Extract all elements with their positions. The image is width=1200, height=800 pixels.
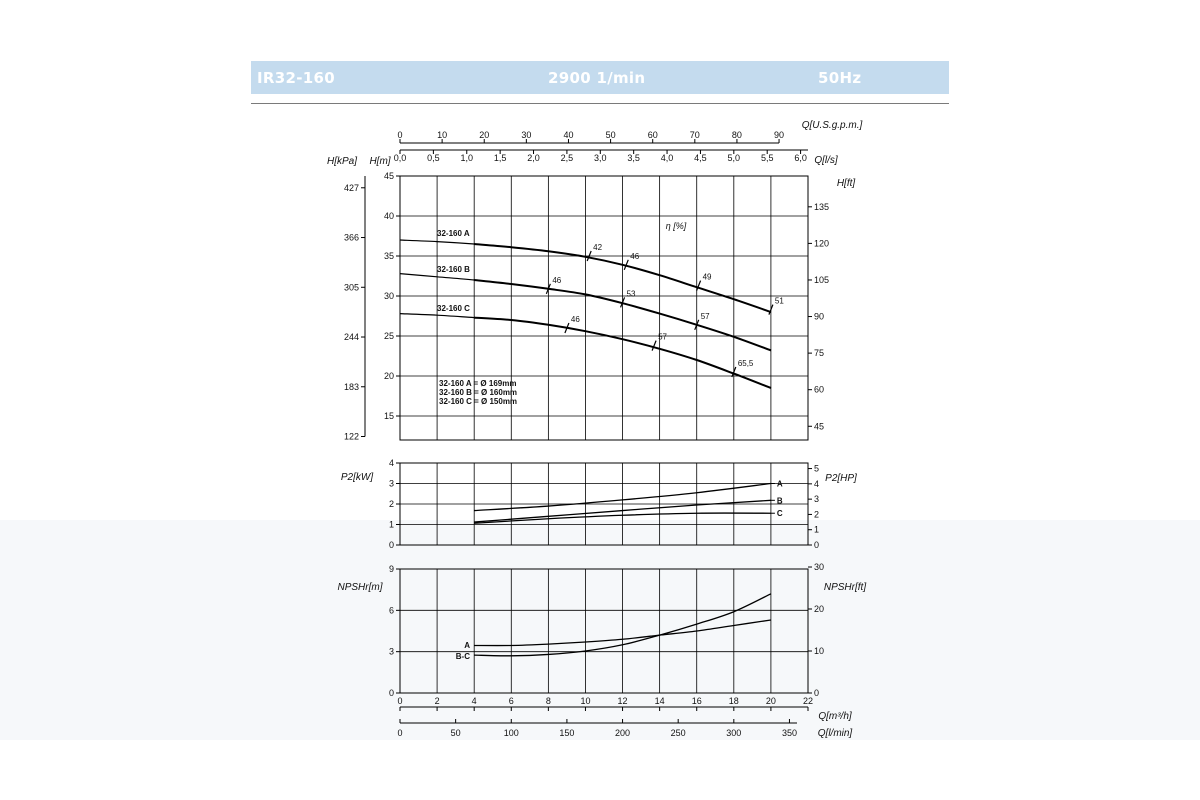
- power-curve-label: A: [776, 479, 783, 489]
- efficiency-label: η [%]: [665, 221, 687, 231]
- ls-tick-label: 6,0: [794, 153, 807, 163]
- npsh-curve-label: B-C: [455, 652, 470, 661]
- power-curve-label: C: [776, 509, 783, 519]
- hp-axis-title: P2[HP]: [825, 473, 857, 484]
- efficiency-value: 53: [626, 289, 636, 299]
- npsh-ytick-label: 3: [388, 646, 394, 657]
- q-tick-label: 6: [508, 696, 514, 706]
- gpm-tick-label: 70: [689, 130, 700, 140]
- ls-tick-label: 3,0: [594, 153, 607, 163]
- q-tick-label: 22: [802, 696, 814, 706]
- ft-tick-label: 60: [814, 384, 825, 395]
- efficiency-value: 42: [593, 243, 603, 252]
- lmin-tick-label: 350: [781, 728, 797, 738]
- ls-tick-label: 3,5: [627, 153, 640, 163]
- q-tick-label: 4: [471, 696, 477, 706]
- kpa-tick-label: 305: [343, 282, 359, 293]
- ft-tick-label: 120: [814, 238, 830, 249]
- q-tick-label: 12: [617, 696, 628, 706]
- gpm-tick-label: 10: [437, 130, 448, 140]
- kpa-axis-title: H[kPa]: [326, 156, 358, 167]
- efficiency-value: 57: [658, 332, 667, 342]
- npsh-ytick-label: 0: [388, 688, 394, 698]
- hp-tick-label: 5: [814, 463, 820, 474]
- kpa-tick-label: 366: [343, 232, 359, 243]
- efficiency-mark: [652, 341, 656, 351]
- ls-tick-label: 4,0: [660, 153, 674, 163]
- head-ytick-label: 45: [383, 171, 394, 181]
- q-tick-label: 2: [434, 696, 440, 706]
- q-tick-label: 10: [580, 696, 591, 706]
- lmin-tick-label: 250: [670, 728, 686, 738]
- ls-tick-label: 0,5: [427, 153, 440, 163]
- lmin-tick-label: 50: [450, 728, 461, 738]
- ft-axis-title: H[ft]: [836, 178, 856, 189]
- head-ytick-label: 30: [383, 291, 394, 301]
- power-ytick-label: 3: [388, 478, 394, 489]
- gpm-axis-title: Q[U.S.g.p.m.]: [801, 120, 863, 131]
- npsh-ft-tick-label: 30: [814, 562, 825, 573]
- shared-axes: [397, 696, 852, 739]
- model-title: IR32-160: [257, 69, 335, 87]
- efficiency-value: 46: [630, 251, 640, 261]
- lmin-axis-title: Q[l/min]: [817, 728, 853, 739]
- ls-axis-title: Q[l/s]: [814, 155, 838, 166]
- head-ytick-label: 25: [383, 331, 394, 341]
- npsh-ft-tick-label: 10: [814, 646, 825, 657]
- kpa-tick-label: 427: [343, 182, 359, 193]
- ls-tick-label: 1,0: [460, 153, 474, 163]
- gpm-tick-label: 90: [774, 130, 785, 140]
- power-ytick-label: 1: [388, 519, 394, 530]
- q-tick-label: 16: [691, 696, 702, 706]
- power-ytick-label: 2: [388, 499, 394, 509]
- ls-tick-label: 2,0: [527, 153, 540, 163]
- lmin-tick-label: 200: [615, 728, 631, 738]
- ls-tick-label: 1,5: [493, 153, 507, 163]
- q-tick-label: 14: [654, 696, 665, 706]
- ls-tick-label: 2,5: [560, 153, 574, 163]
- npsh-curve-label: A: [464, 641, 470, 650]
- power-curve-label: B: [776, 496, 783, 506]
- gpm-tick-label: 0: [397, 130, 403, 140]
- impeller-legend-item: 32-160 C = Ø 150mm: [439, 397, 518, 406]
- lmin-tick-label: 150: [559, 728, 575, 738]
- gpm-tick-label: 30: [521, 130, 532, 140]
- ls-tick-label: 5,0: [727, 153, 741, 163]
- power-ytick-label: 0: [388, 540, 394, 550]
- ft-tick-label: 90: [814, 311, 825, 322]
- ft-tick-label: 135: [814, 201, 830, 212]
- npsh-m-axis-title: NPSHr[m]: [337, 582, 383, 593]
- hp-tick-label: 4: [814, 478, 820, 489]
- power-ytick-label: 4: [388, 458, 394, 468]
- efficiency-value: 57: [700, 311, 710, 321]
- lmin-tick-label: 300: [726, 728, 742, 738]
- npsh-ft-axis-title: NPSHr[ft]: [823, 582, 867, 593]
- head-m-axis-title: H[m]: [369, 156, 391, 167]
- ls-tick-label: 0,0: [393, 153, 407, 163]
- gpm-tick-label: 60: [647, 130, 658, 140]
- hp-tick-label: 3: [814, 494, 820, 505]
- kpa-tick-label: 122: [343, 431, 359, 442]
- efficiency-value: 46: [570, 315, 580, 324]
- head-ytick-label: 40: [383, 211, 394, 221]
- npsh-ytick-label: 6: [388, 605, 394, 616]
- ls-tick-label: 4,5: [694, 153, 707, 163]
- kpa-tick-label: 244: [343, 332, 359, 343]
- ls-tick-label: 5,5: [760, 153, 774, 163]
- kw-axis-title: P2[kW]: [340, 472, 374, 483]
- speed-label: 2900 1/min: [548, 69, 646, 87]
- hp-tick-label: 1: [814, 524, 820, 535]
- npsh-ytick-label: 9: [388, 564, 394, 574]
- q-tick-label: 8: [545, 696, 551, 706]
- q-tick-label: 18: [728, 696, 739, 706]
- gpm-tick-label: 20: [479, 130, 490, 140]
- kpa-tick-label: 183: [343, 381, 359, 392]
- efficiency-value: 65,5: [737, 359, 754, 368]
- npsh-chart: [338, 562, 867, 698]
- hp-tick-label: 0: [814, 540, 820, 550]
- q-axis-title: Q[m³/h]: [818, 711, 852, 722]
- hp-tick-label: 2: [814, 509, 820, 520]
- head-curve-label: 32-160 C: [437, 304, 470, 313]
- head-chart: [327, 120, 863, 442]
- ft-tick-label: 75: [814, 348, 825, 359]
- npsh-ft-tick-label: 20: [814, 604, 825, 615]
- impeller-legend-item: 32-160 A = Ø 169mm: [439, 379, 517, 388]
- npsh-ft-tick-label: 0: [814, 688, 820, 698]
- head-curve-label: 32-160 B: [437, 265, 470, 274]
- head-curve-label: 32-160 A: [437, 229, 470, 238]
- ft-tick-label: 105: [814, 274, 830, 285]
- npsh-frame: [400, 569, 808, 693]
- q-tick-label: 20: [765, 696, 776, 706]
- q-tick-label: 0: [397, 696, 403, 706]
- gpm-tick-label: 50: [605, 130, 616, 140]
- head-ytick-label: 15: [383, 411, 394, 421]
- ft-tick-label: 45: [814, 421, 825, 432]
- head-ytick-label: 35: [383, 251, 394, 261]
- efficiency-value: 46: [552, 275, 562, 285]
- efficiency-value: 51: [774, 296, 784, 306]
- efficiency-value: 49: [702, 272, 712, 282]
- gpm-tick-label: 40: [563, 130, 574, 140]
- impeller-legend-item: 32-160 B = Ø 160mm: [439, 388, 518, 397]
- frequency-label: 50Hz: [818, 69, 862, 87]
- lmin-tick-label: 0: [397, 728, 403, 738]
- lmin-tick-label: 100: [503, 728, 519, 738]
- gpm-tick-label: 80: [731, 130, 742, 140]
- power-chart: [341, 458, 857, 550]
- head-ytick-label: 20: [383, 371, 394, 381]
